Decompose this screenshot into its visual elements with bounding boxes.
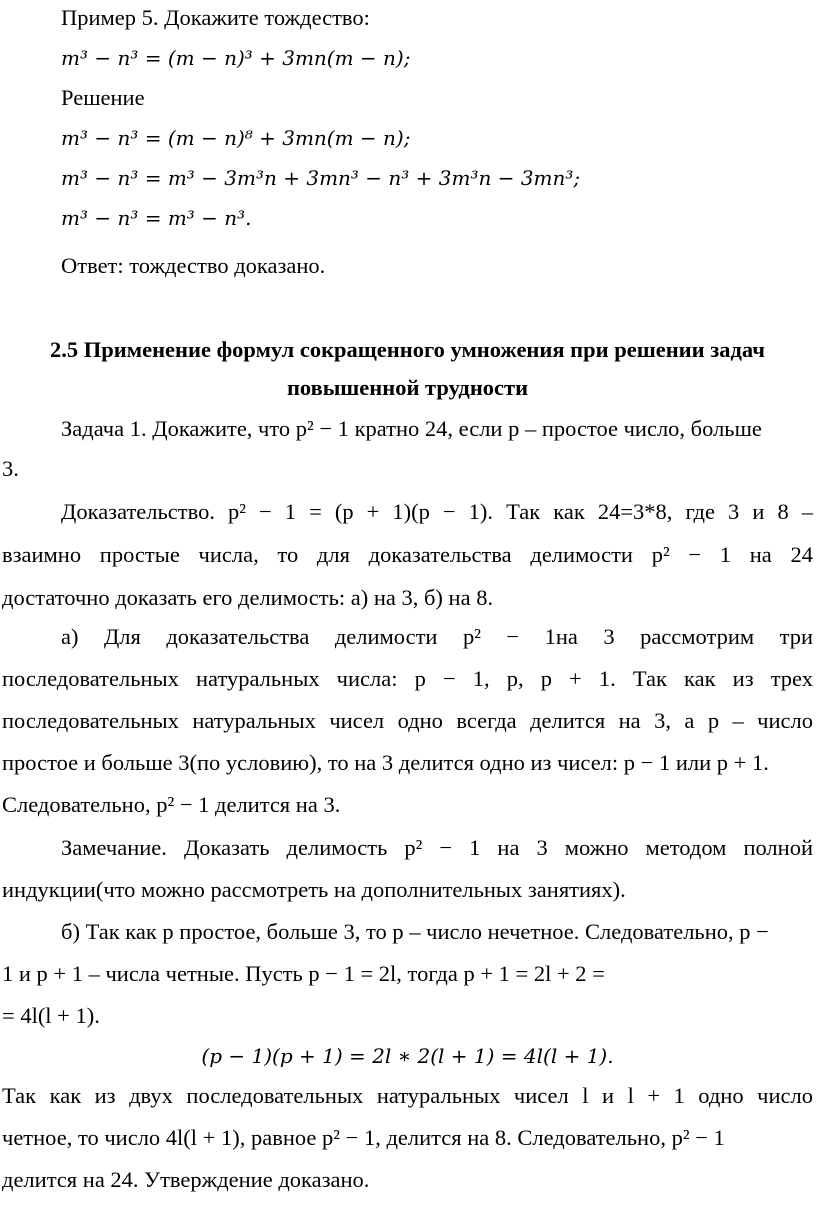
proof-line: четное, то число 4l(l + 1), равное p² − 1, делится на 8. Следовательно, p² − 1: [2, 1125, 725, 1150]
solution-label: Решение: [61, 85, 145, 110]
proof-line: = 4l(l + 1).: [2, 1003, 100, 1028]
proof-line: б) Так как p простое, больше 3, то p – число нечетное. Следовательно, p −: [61, 919, 769, 944]
identity-formula: m³ − n³ = (m − n)³ + 3mn(m − n);: [61, 46, 411, 70]
task-statement: Задача 1. Докажите, что p² − 1 кратно 24, если p – простое число, больше: [61, 416, 762, 441]
proof-line: Доказательство. p² − 1 = (p + 1)(p − 1). Так как 24=3*8, где 3 и 8 –: [61, 499, 813, 524]
proof-line: простое и больше 3(по условию), то на 3 делится одно из чисел: p − 1 или p + 1.: [2, 750, 769, 775]
proof-line: Так как из двух последовательных натуральных чисел l и l + 1 одно число: [2, 1083, 813, 1108]
remark-line: индукции(что можно рассмотреть на дополнительных занятиях).: [2, 877, 626, 902]
solution-step-1: m³ − n³ = (m − n)⁸ + 3mn(m − n);: [61, 126, 411, 150]
centered-equation: (p − 1)(p + 1) = 2l ∗ 2(l + 1) = 4l(l + 1).: [201, 1044, 614, 1068]
proof-line: а) Для доказательства делимости p² − 1на 3 рассмотрим три: [61, 624, 813, 649]
example-title: Пример 5. Докажите тождество:: [61, 5, 370, 30]
proof-line: 1 и p + 1 – числа четные. Пусть p − 1 = 2l, тогда p + 1 = 2l + 2 =: [2, 961, 605, 986]
proof-line: взаимно простые числа, то для доказательства делимости p² − 1 на 24: [2, 542, 813, 567]
section-heading-line-1: 2.5 Применение формул сокращенного умножения при решении задач: [50, 337, 765, 362]
solution-step-3: m³ − n³ = m³ − n³.: [61, 206, 252, 230]
proof-conclusion: делится на 24. Утверждение доказано.: [2, 1167, 370, 1192]
answer-line: Ответ: тождество доказано.: [61, 253, 326, 278]
section-heading-line-2: повышенной трудности: [286, 375, 529, 400]
remark-line: Замечание. Доказать делимость p² − 1 на 3 можно методом полной: [61, 835, 813, 860]
solution-step-2: m³ − n³ = m³ − 3m³n + 3mn³ − n³ + 3m³n − 3mn³;: [61, 166, 581, 190]
proof-line: Следовательно, p² − 1 делится на 3.: [2, 792, 341, 817]
proof-line: последовательных натуральных числа: p − 1, p, p + 1. Так как из трех: [2, 666, 813, 691]
proof-line: достаточно доказать его делимость: а) на 3, б) на 8.: [2, 585, 494, 610]
task-statement-end: 3.: [2, 456, 19, 481]
proof-line: последовательных натуральных чисел одно всегда делится на 3, а p – число: [2, 708, 813, 733]
